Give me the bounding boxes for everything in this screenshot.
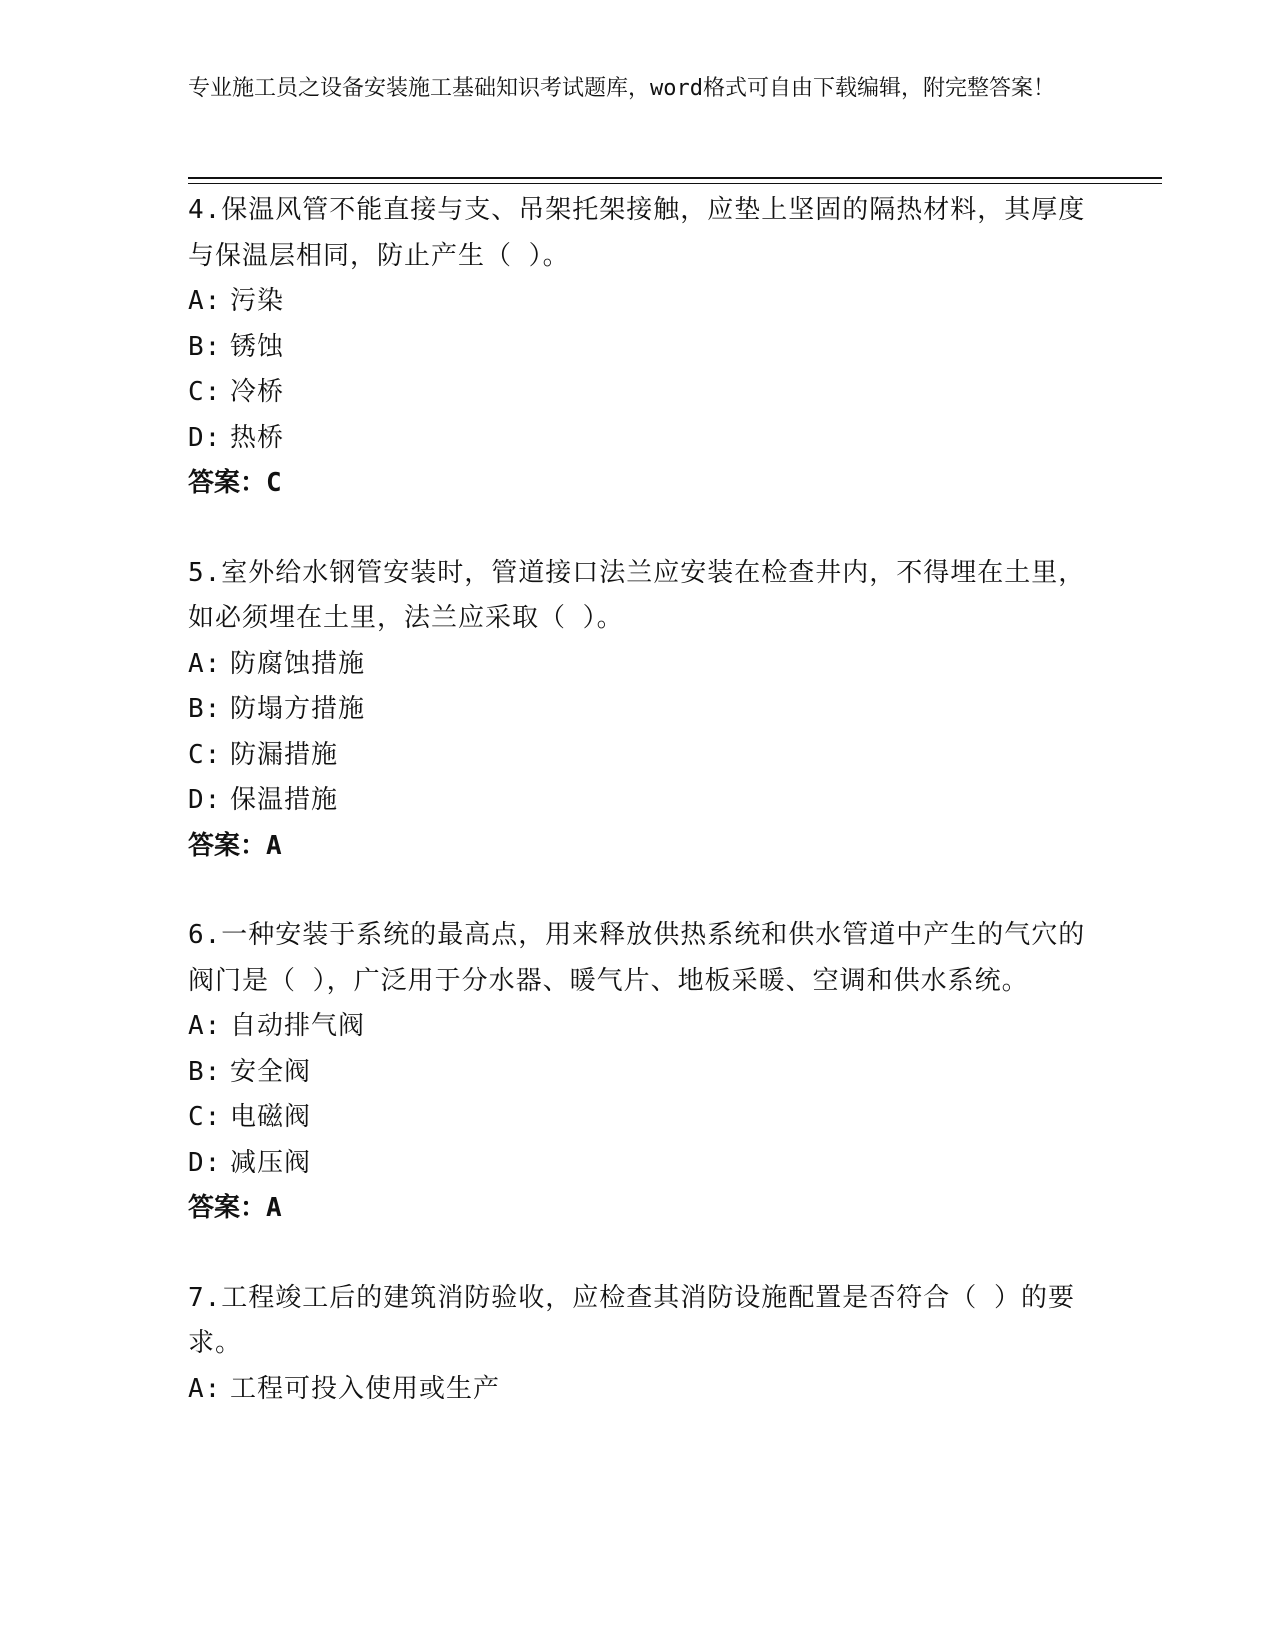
header-title: 专业施工员之设备安装施工基础知识考试题库，word格式可自由下载编辑，附完整答案！: [188, 76, 1055, 101]
option-text: 电磁阀: [230, 1102, 312, 1132]
option-c: [188, 1095, 1088, 1141]
option-a: [188, 1367, 1088, 1413]
option-text: 安全阀: [230, 1056, 312, 1087]
option-text: 污染: [230, 286, 285, 316]
answer-line: 答案：C: [188, 468, 282, 498]
option-text: 自动排气阀: [230, 1011, 366, 1041]
question-5: [188, 551, 1088, 870]
option-letter: D:: [188, 1147, 222, 1178]
option-letter: A:: [188, 1373, 222, 1404]
option-d: [188, 1141, 1088, 1187]
option-a: [188, 279, 1088, 325]
option-b: [188, 325, 1088, 371]
option-letter: B:: [188, 1056, 222, 1087]
option-letter: A:: [188, 1011, 222, 1041]
option-letter: C:: [188, 1102, 222, 1132]
question-6: [188, 913, 1088, 1232]
answer-line: 答案：A: [188, 830, 282, 861]
option-text: 防漏措施: [230, 739, 339, 770]
option-letter: C:: [188, 377, 222, 407]
option-text: 锈蚀: [230, 331, 285, 362]
option-c: [188, 370, 1088, 416]
option-text: 防腐蚀措施: [230, 648, 366, 679]
question-stem: 4.保温风管不能直接与支、吊架托架接触，应垫上坚固的隔热材料，其厚度与保温层相同，防止产生（ ）。: [188, 195, 1086, 271]
option-d: [188, 778, 1088, 824]
option-text: 保温措施: [230, 785, 339, 815]
option-letter: A:: [188, 648, 222, 679]
question-list: [188, 188, 1088, 1456]
option-letter: C:: [188, 739, 222, 770]
option-letter: D:: [188, 422, 222, 453]
header-divider-thin: [188, 183, 1162, 184]
option-a: [188, 642, 1088, 688]
question-stem: 7.工程竣工后的建筑消防验收，应检查其消防设施配置是否符合（ ）的要求。: [188, 1282, 1075, 1358]
header-divider-thick: [188, 177, 1162, 179]
option-text: 防塌方措施: [230, 694, 366, 724]
option-text: 热桥: [230, 422, 285, 453]
option-letter: A:: [188, 286, 222, 316]
question-stem: 5.室外给水钢管安装时，管道接口法兰应安装在检查井内，不得埋在土里，如必须埋在土里，法兰应采取（ ）。: [188, 557, 1086, 633]
option-letter: B:: [188, 331, 222, 362]
option-text: 工程可投入使用或生产: [230, 1373, 501, 1404]
option-b: [188, 1050, 1088, 1096]
question-stem: 6.一种安装于系统的最高点，用来释放供热系统和供水管道中产生的气穴的阀门是（ ），广泛用于分水器、暖气片、地板采暖、空调和供水系统。: [188, 920, 1086, 996]
question-4: [188, 188, 1088, 507]
option-letter: D:: [188, 785, 222, 815]
option-c: [188, 733, 1088, 779]
question-7: [188, 1276, 1088, 1413]
option-b: [188, 687, 1088, 733]
option-text: 冷桥: [230, 377, 285, 407]
option-text: 减压阀: [230, 1147, 312, 1178]
option-letter: B:: [188, 694, 222, 724]
answer-line: 答案：A: [188, 1193, 282, 1223]
document-header: [188, 74, 1068, 104]
option-d: [188, 416, 1088, 462]
option-a: [188, 1004, 1088, 1050]
